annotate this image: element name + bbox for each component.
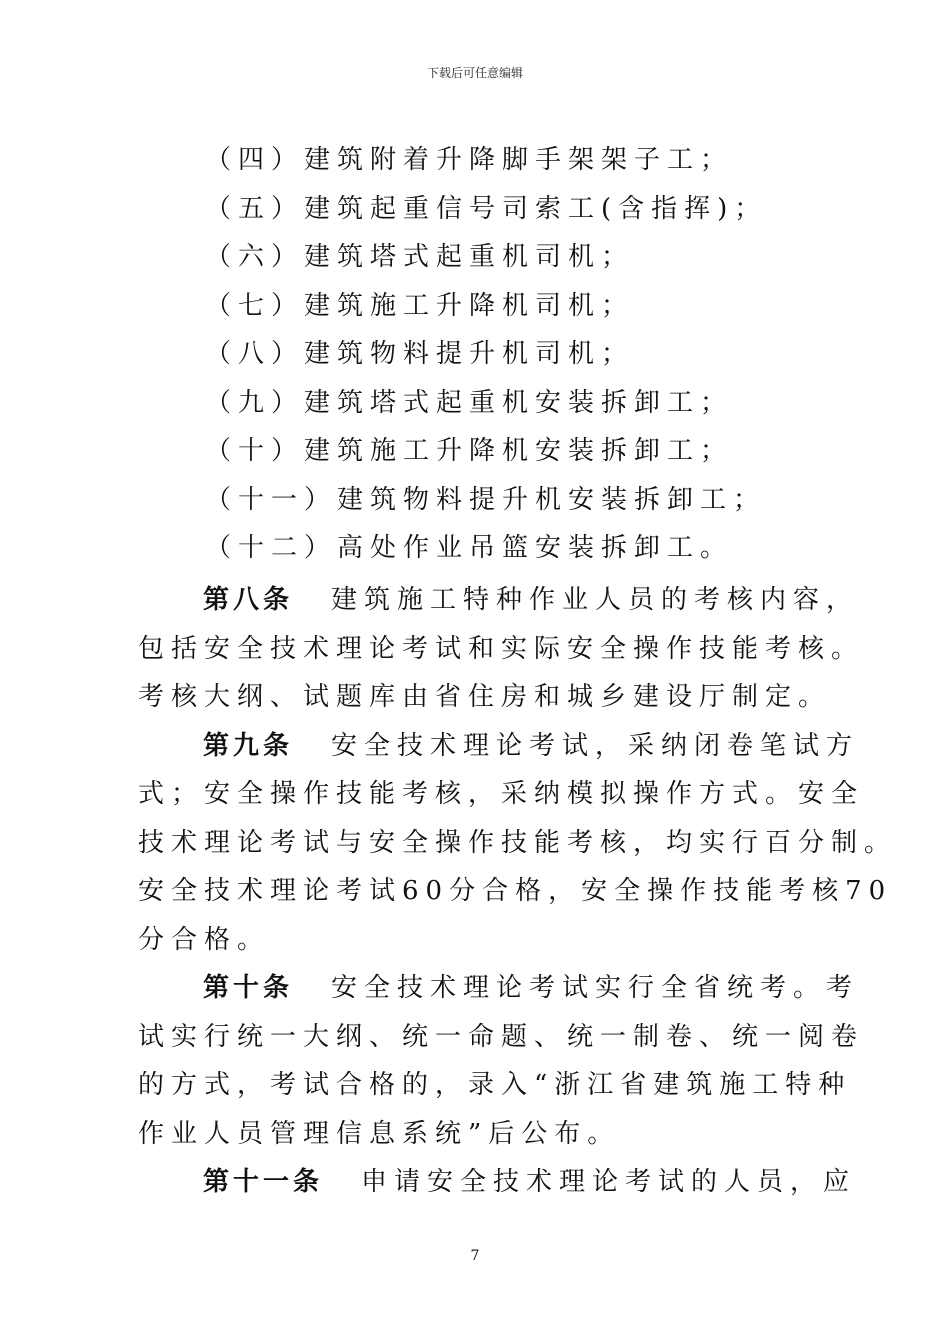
article-9-title: 第九条 bbox=[203, 731, 294, 761]
paragraph-line: 分合格。 bbox=[138, 925, 271, 955]
paragraph-line: 技术理论考试与安全操作技能考核，均实行百分制。 bbox=[138, 828, 898, 858]
article-9-first-line bbox=[203, 729, 859, 763]
article-8-text: 建筑施工特种作业人员的考核内容， bbox=[331, 585, 860, 615]
paragraph-line: 安全技术理论考试60分合格，安全操作技能考核70 bbox=[138, 876, 893, 906]
list-item: （四）建筑附着升降脚手架架子工； bbox=[205, 145, 734, 175]
article-10-first-line bbox=[203, 971, 859, 1005]
list-item: （十）建筑施工升降机安装拆卸工； bbox=[205, 436, 734, 466]
paragraph-line: 的方式，考试合格的，录入“浙江省建筑施工特种 bbox=[138, 1070, 852, 1100]
list-item: （六）建筑塔式起重机司机； bbox=[205, 242, 635, 272]
list-item: （七）建筑施工升降机司机； bbox=[205, 291, 635, 321]
article-11-first-line bbox=[203, 1165, 856, 1199]
article-11-text: 申请安全技术理论考试的人员，应 bbox=[361, 1167, 857, 1197]
list-item: （十一）建筑物料提升机安装拆卸工； bbox=[205, 485, 767, 515]
article-8-first-line bbox=[203, 583, 859, 617]
paragraph-line: 试实行统一大纲、统一命题、统一制卷、统一阅卷 bbox=[138, 1022, 865, 1052]
paragraph-line: 式；安全操作技能考核，采纳模拟操作方式。安全 bbox=[138, 779, 865, 809]
article-10-title: 第十条 bbox=[203, 973, 294, 1003]
paragraph-line: 考核大纲、试题库由省住房和城乡建设厅制定。 bbox=[138, 682, 832, 712]
list-item: （十二）高处作业吊篮安装拆卸工。 bbox=[205, 533, 734, 563]
page-number: 7 bbox=[470, 1248, 480, 1264]
article-11-title: 第十一条 bbox=[203, 1167, 324, 1197]
list-item: （五）建筑起重信号司索工(含指挥)； bbox=[205, 194, 768, 224]
article-8-title: 第八条 bbox=[203, 585, 294, 615]
article-9-text: 安全技术理论考试，采纳闭卷笔试方 bbox=[331, 731, 860, 761]
list-item: （九）建筑塔式起重机安装拆卸工； bbox=[205, 388, 734, 418]
page-header: 下载后可任意编辑 bbox=[426, 66, 523, 80]
list-item: （八）建筑物料提升机司机； bbox=[205, 339, 635, 369]
paragraph-line: 包括安全技术理论考试和实际安全操作技能考核。 bbox=[138, 634, 865, 664]
paragraph-line: 作业人员管理信息系统”后公布。 bbox=[138, 1119, 621, 1149]
article-10-text: 安全技术理论考试实行全省统考。考 bbox=[331, 973, 860, 1003]
